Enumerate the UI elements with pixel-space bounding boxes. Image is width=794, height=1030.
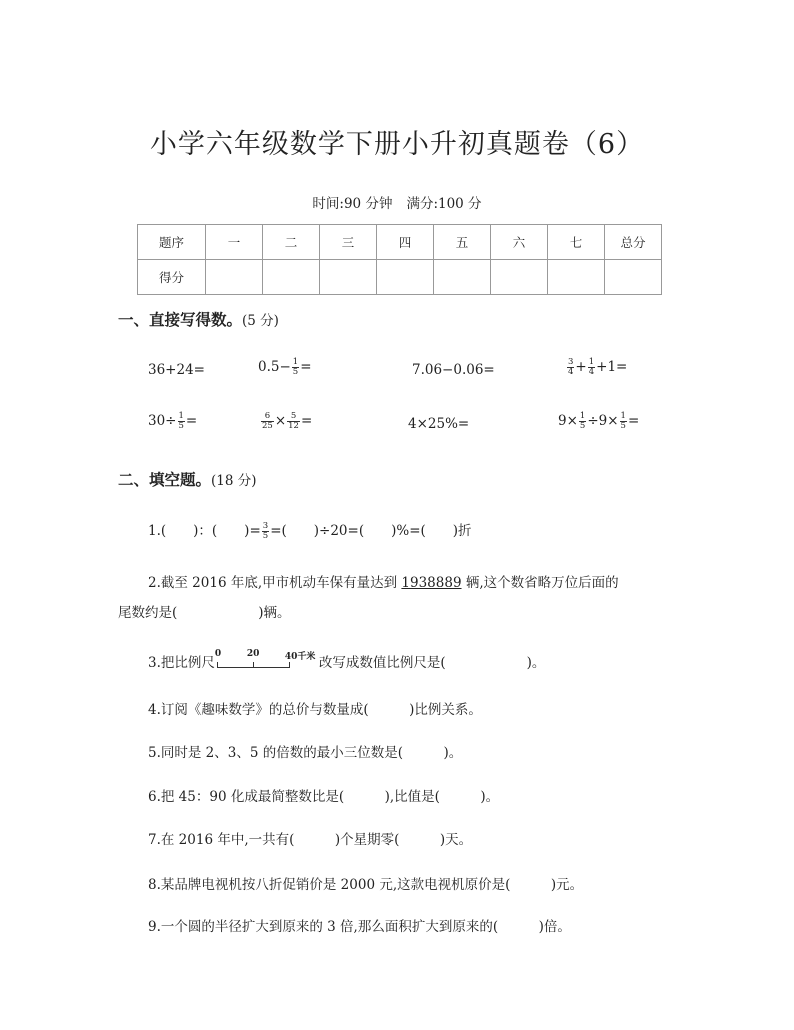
calc-item-8 bbox=[558, 412, 639, 431]
calc-text: = bbox=[627, 413, 640, 429]
fraction bbox=[287, 412, 300, 431]
calc-item-3: 7.06−0.06= bbox=[412, 362, 495, 378]
question-5: 5.同时是 2、3、5 的倍数的最小三位数是( )。 bbox=[148, 745, 463, 761]
fraction bbox=[579, 412, 586, 431]
question-3 bbox=[148, 651, 545, 671]
score-header-cell: 题序 bbox=[138, 225, 206, 260]
question-text: 2.截至 2016 年底,甲市机动车保有量达到 bbox=[148, 575, 402, 591]
score-header-cell: 三 bbox=[320, 225, 377, 260]
question-text: 辆,这个数省略万位后面的 bbox=[461, 575, 619, 591]
calc-text: = bbox=[300, 359, 312, 375]
calc-item-7: 4×25%= bbox=[408, 416, 470, 432]
denominator: 25 bbox=[262, 421, 273, 431]
score-row-label: 得分 bbox=[138, 260, 206, 295]
calc-text: = bbox=[300, 413, 313, 429]
score-header-cell: 总分 bbox=[605, 225, 662, 260]
denominator: 5 bbox=[178, 421, 184, 431]
scale-label: 20 bbox=[246, 649, 260, 659]
numerator: 1 bbox=[292, 357, 299, 367]
calc-text: = bbox=[185, 413, 198, 429]
denominator: 12 bbox=[288, 421, 299, 431]
denominator: 5 bbox=[579, 421, 586, 431]
full-score: 满分:100 分 bbox=[406, 196, 482, 212]
scale-tick bbox=[289, 662, 290, 668]
score-cell[interactable] bbox=[377, 260, 434, 295]
section-1-heading bbox=[118, 308, 279, 330]
scale-tick bbox=[253, 662, 254, 668]
section-2-title: 二、填空题。 bbox=[118, 470, 212, 489]
question-6: 6.把 45：90 化成最简整数比是( ),比值是( )。 bbox=[148, 789, 500, 805]
score-header-cell: 六 bbox=[491, 225, 548, 260]
underlined-number: 1938889 bbox=[401, 575, 462, 591]
numerator: 6 bbox=[261, 412, 274, 422]
section-1-title: 一、直接写得数。 bbox=[118, 310, 243, 329]
denominator: 5 bbox=[262, 531, 269, 541]
numerator: 1 bbox=[588, 357, 595, 367]
calc-item-4 bbox=[566, 358, 627, 377]
numerator: 3 bbox=[568, 357, 574, 367]
question-text: =( )÷20=( )%=( )折 bbox=[270, 523, 472, 539]
fraction bbox=[178, 412, 185, 431]
question-4: 4.订阅《趣味数学》的总价与数量成( )比例关系。 bbox=[148, 702, 482, 718]
numerator: 5 bbox=[287, 412, 300, 422]
numerator: 1 bbox=[579, 411, 586, 421]
fraction bbox=[292, 358, 299, 377]
score-table-header-row bbox=[138, 225, 662, 260]
score-cell[interactable] bbox=[206, 260, 263, 295]
fraction bbox=[567, 358, 574, 377]
exam-info bbox=[0, 192, 794, 212]
question-8: 8.某品牌电视机按八折促销价是 2000 元,这款电视机原价是( )元。 bbox=[148, 877, 584, 893]
numerator: 3 bbox=[262, 521, 269, 531]
line-scale-figure bbox=[214, 649, 319, 671]
score-table-score-row bbox=[138, 260, 662, 295]
calc-text: +1= bbox=[596, 359, 628, 375]
score-cell[interactable] bbox=[491, 260, 548, 295]
denominator: 4 bbox=[588, 367, 595, 377]
scale-label: 0 bbox=[214, 649, 222, 659]
scale-tick bbox=[217, 662, 218, 668]
calc-text: 9× bbox=[558, 413, 578, 429]
question-text: 3.把比例尺 bbox=[148, 655, 215, 671]
score-cell[interactable] bbox=[434, 260, 491, 295]
score-header-cell: 二 bbox=[263, 225, 320, 260]
scale-label: 40千米 bbox=[284, 652, 316, 662]
fraction bbox=[262, 522, 269, 541]
question-7: 7.在 2016 年中,一共有( )个星期零( )天。 bbox=[148, 832, 473, 848]
calc-item-6 bbox=[260, 412, 312, 431]
question-9: 9.一个圆的半径扩大到原来的 3 倍,那么面积扩大到原来的( )倍。 bbox=[148, 919, 571, 935]
score-header-cell: 四 bbox=[377, 225, 434, 260]
question-text: 1.( )：( )= bbox=[148, 523, 261, 539]
denominator: 5 bbox=[620, 421, 626, 431]
denominator: 5 bbox=[292, 367, 299, 377]
question-2-line-2: 尾数约是( )辆。 bbox=[118, 605, 291, 621]
calc-text: ÷9× bbox=[587, 413, 619, 429]
denominator: 4 bbox=[568, 367, 574, 377]
numerator: 1 bbox=[178, 411, 184, 421]
score-cell[interactable] bbox=[605, 260, 662, 295]
score-header-cell: 七 bbox=[548, 225, 605, 260]
score-header-cell: 五 bbox=[434, 225, 491, 260]
calc-text: 0.5− bbox=[258, 359, 291, 375]
calc-item-5 bbox=[148, 412, 197, 431]
section-2-points: (18 分) bbox=[211, 473, 257, 489]
calc-text: + bbox=[575, 359, 587, 375]
score-cell[interactable] bbox=[320, 260, 377, 295]
section-1-points: (5 分) bbox=[242, 313, 279, 329]
calc-text: 30÷ bbox=[148, 413, 177, 429]
question-1 bbox=[148, 519, 472, 541]
calc-item-1: 36+24= bbox=[148, 362, 205, 378]
page-title: 小学六年级数学下册小升初真题卷（6） bbox=[149, 129, 645, 160]
score-cell[interactable] bbox=[548, 260, 605, 295]
calc-text: × bbox=[274, 413, 287, 429]
fraction bbox=[588, 358, 595, 377]
score-header-cell: 一 bbox=[206, 225, 263, 260]
section-2-heading bbox=[118, 468, 257, 490]
question-2 bbox=[148, 571, 619, 591]
fraction bbox=[620, 412, 627, 431]
fraction bbox=[261, 412, 274, 431]
score-cell[interactable] bbox=[263, 260, 320, 295]
calc-item-2 bbox=[258, 358, 312, 377]
score-table bbox=[137, 224, 662, 295]
numerator: 1 bbox=[620, 411, 626, 421]
exam-time: 时间:90 分钟 bbox=[312, 196, 393, 212]
question-text: 改写成数值比例尺是( )。 bbox=[318, 655, 546, 671]
